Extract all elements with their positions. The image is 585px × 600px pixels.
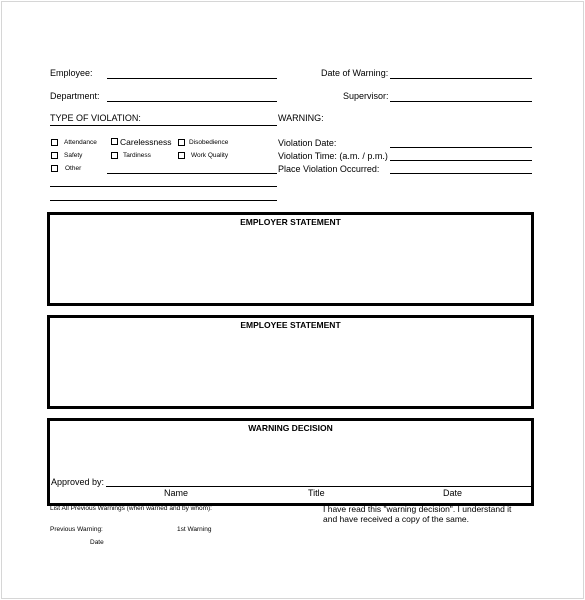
checkbox-carelessness[interactable] bbox=[111, 138, 118, 145]
other-field[interactable] bbox=[107, 173, 277, 174]
attendance-label: Attendance bbox=[64, 139, 97, 146]
department-field[interactable] bbox=[107, 101, 277, 102]
violation-place-label: Place Violation Occurred: bbox=[278, 164, 380, 174]
supervisor-label: Supervisor: bbox=[343, 91, 389, 101]
approved-by-label: Approved by: bbox=[51, 477, 105, 487]
warning-form-page bbox=[1, 1, 584, 599]
other-field-line-3[interactable] bbox=[50, 200, 277, 201]
employee-label: Employee: bbox=[50, 68, 93, 78]
cut-off-row bbox=[42, 536, 162, 546]
carelessness-label: Carelessness bbox=[120, 137, 172, 147]
other-field-line-2[interactable] bbox=[50, 186, 277, 187]
checkbox-tardiness[interactable] bbox=[111, 152, 118, 159]
checkbox-attendance[interactable] bbox=[51, 139, 58, 146]
tardiness-label: Tardiness bbox=[123, 152, 151, 159]
list-previous-warnings-label: List All Previous Warnings (when warned and by whom): bbox=[50, 505, 212, 512]
supervisor-field[interactable] bbox=[390, 101, 532, 102]
type-of-violation-title: TYPE OF VIOLATION: bbox=[50, 113, 141, 123]
employee-statement-box[interactable] bbox=[47, 315, 534, 409]
employee-statement-title: EMPLOYEE STATEMENT bbox=[240, 320, 341, 330]
warning-decision-title: WARNING DECISION bbox=[248, 423, 333, 433]
name-column-label: Name bbox=[164, 488, 189, 498]
approved-by-field[interactable] bbox=[106, 486, 532, 487]
date-of-warning-field[interactable] bbox=[390, 78, 532, 79]
other-label: Other bbox=[65, 165, 82, 172]
checkbox-work-quality[interactable] bbox=[178, 152, 185, 159]
date-label-cutoff: Date bbox=[90, 539, 104, 546]
department-label: Department: bbox=[50, 91, 100, 101]
employer-statement-box[interactable] bbox=[47, 212, 534, 306]
acknowledgement-line-2: and have received a copy of the same. bbox=[323, 514, 470, 524]
date-column-label: Date bbox=[443, 488, 463, 498]
checkbox-other[interactable] bbox=[51, 165, 58, 172]
previous-warning-label: Previous Warning: bbox=[50, 526, 103, 533]
safety-label: Safety bbox=[64, 152, 83, 159]
disobedience-label: Disobedience bbox=[189, 139, 229, 146]
work-quality-label: Work Quality bbox=[191, 152, 229, 159]
employer-statement-title: EMPLOYER STATEMENT bbox=[240, 217, 341, 227]
acknowledgement-line-1: I have read this "warning decision". I understand it bbox=[323, 504, 512, 514]
warning-title: WARNING: bbox=[278, 113, 324, 123]
employee-field[interactable] bbox=[107, 78, 277, 79]
checkbox-safety[interactable] bbox=[51, 152, 58, 159]
title-column-label: Title bbox=[308, 488, 325, 498]
date-of-warning-label: Date of Warning: bbox=[321, 68, 389, 78]
violation-time-label: Violation Time: (a.m. / p.m.) bbox=[278, 151, 388, 161]
violation-place-field[interactable] bbox=[390, 173, 532, 174]
violation-date-field[interactable] bbox=[390, 147, 532, 148]
checkbox-disobedience[interactable] bbox=[178, 139, 185, 146]
violation-time-field[interactable] bbox=[390, 160, 532, 161]
violation-divider bbox=[50, 125, 277, 126]
violation-date-label: Violation Date: bbox=[278, 138, 337, 148]
first-warning-label: 1st Warning bbox=[177, 526, 212, 533]
